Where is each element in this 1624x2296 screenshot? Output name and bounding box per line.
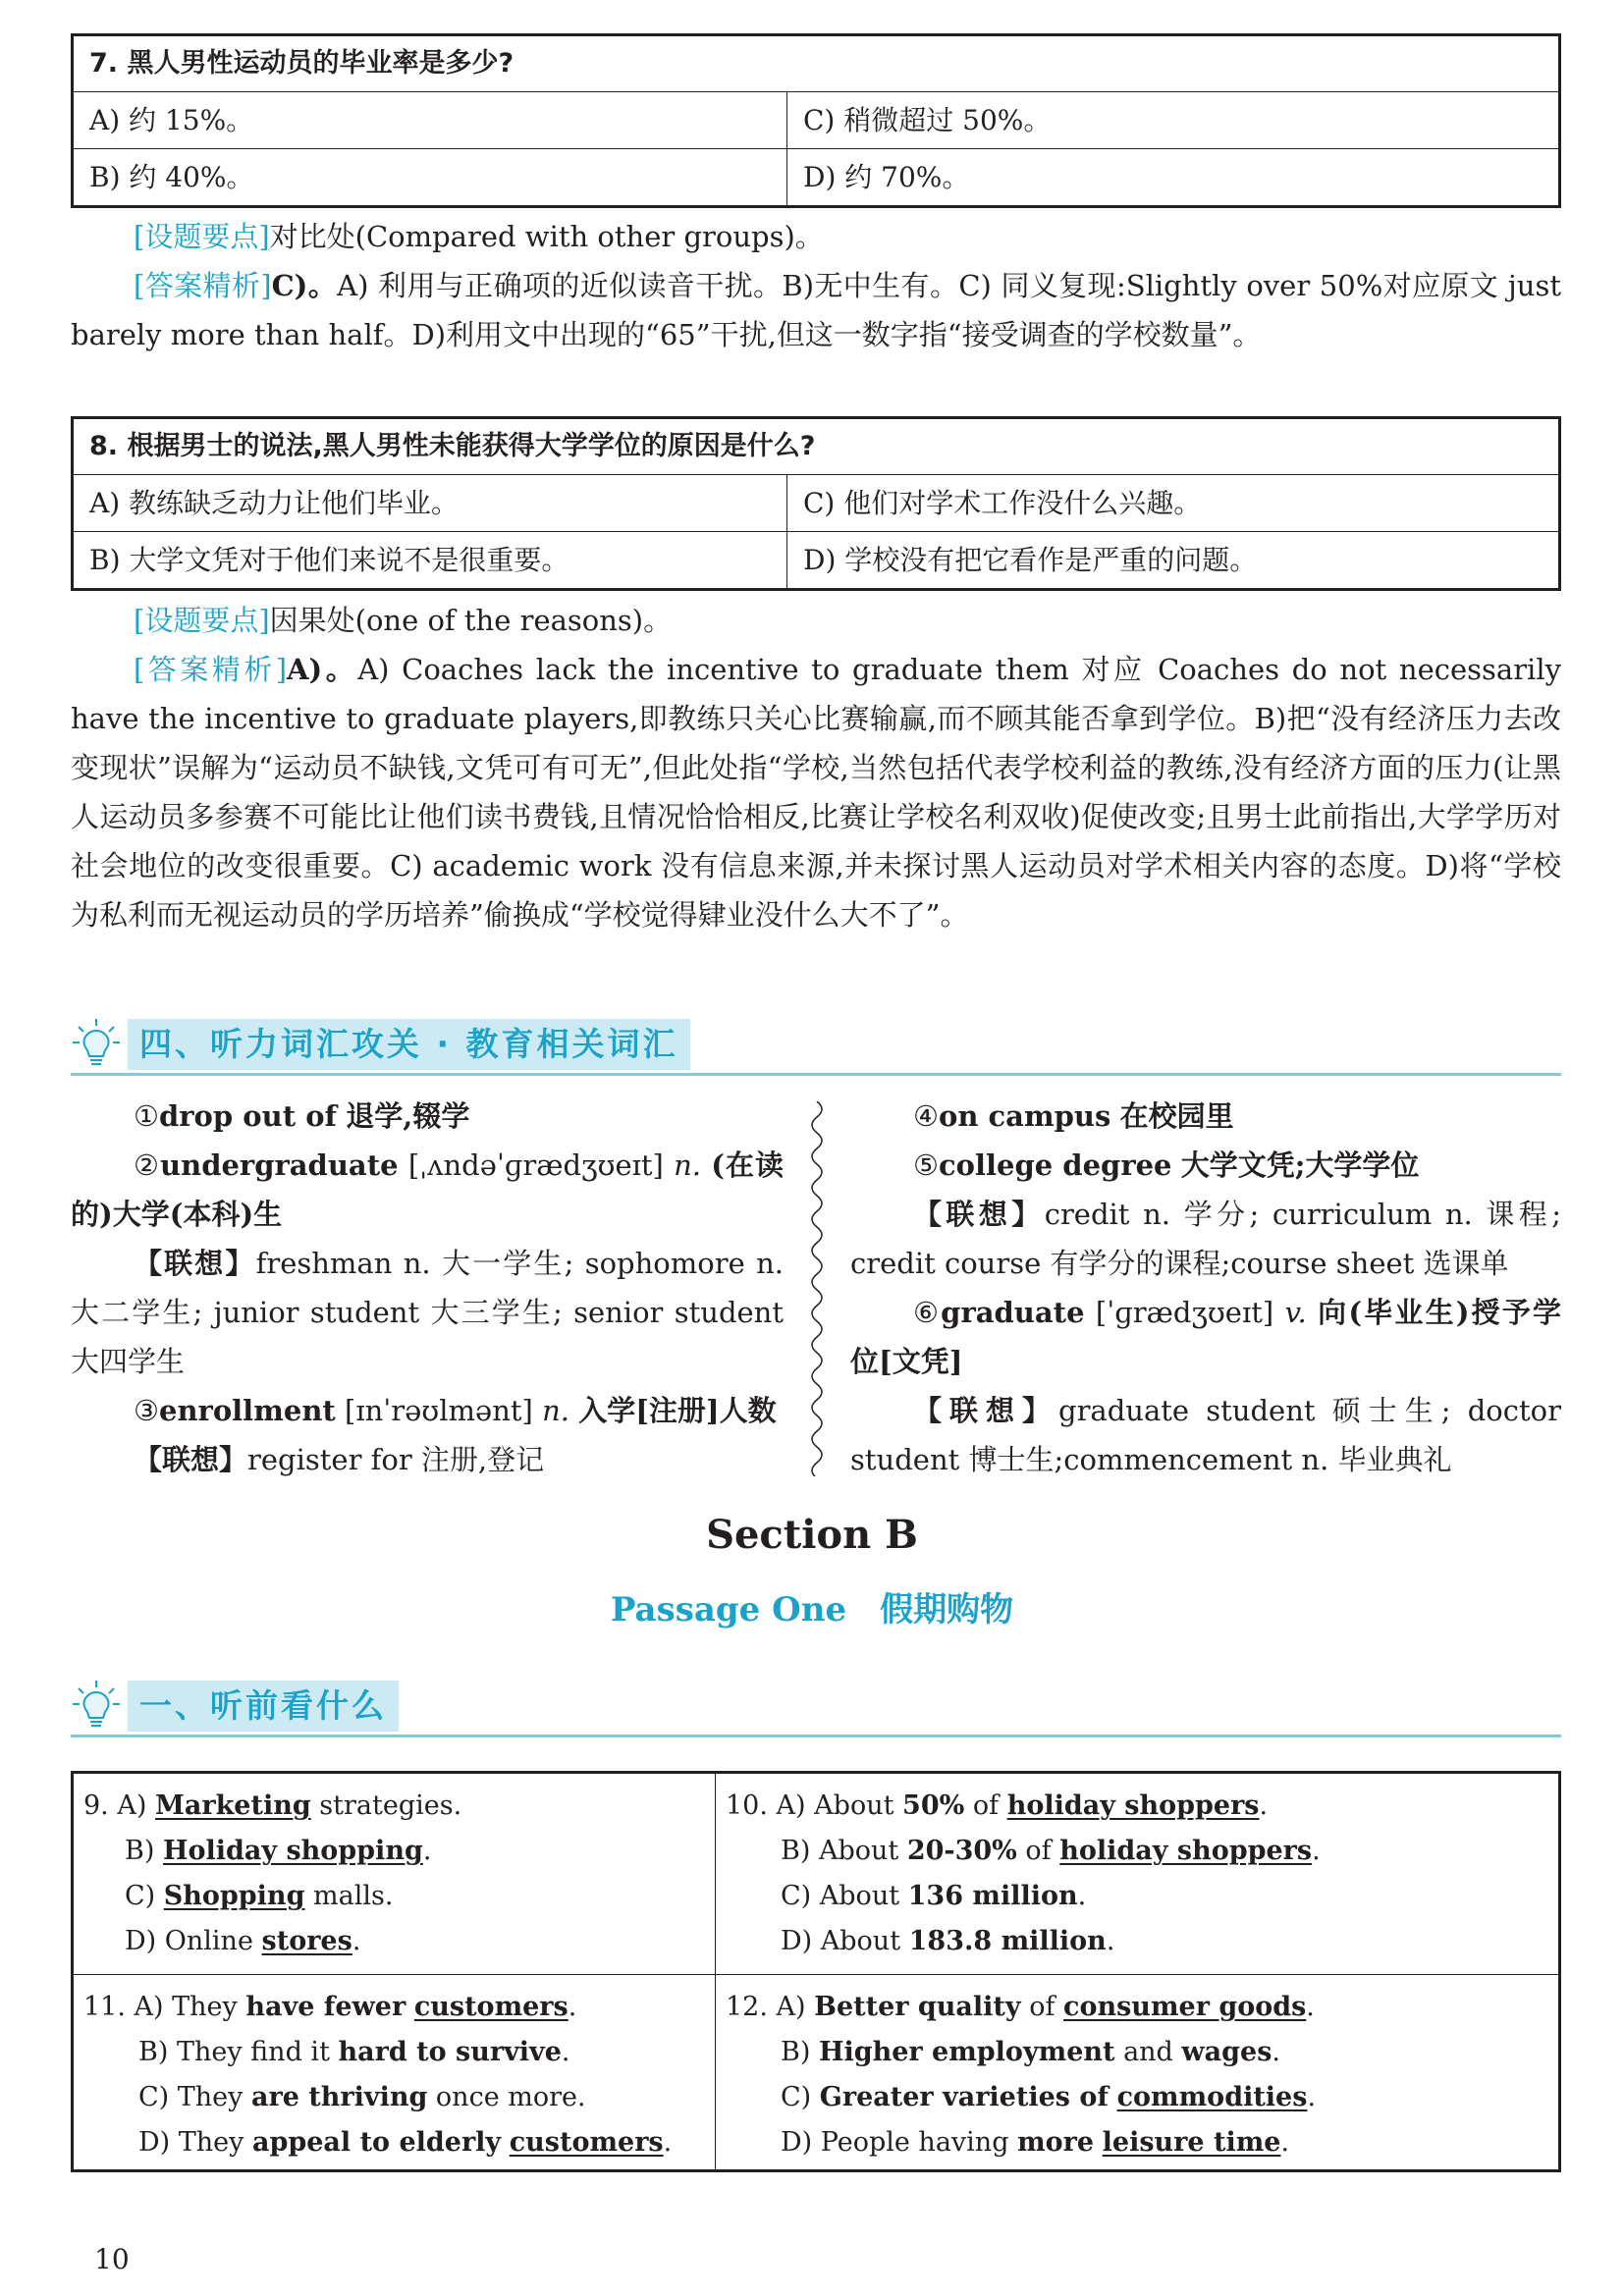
- vocab-definition: 入学[注册]人数: [578, 1394, 777, 1427]
- assoc-tag: 【联想】: [134, 1247, 256, 1280]
- keyword: 50%: [902, 1790, 965, 1821]
- option-8a: A) 教练缺乏动力让他们毕业。: [74, 475, 787, 531]
- keyword: Greater varieties of: [819, 2082, 1109, 2112]
- option-8d: D) 学校没有把它看作是严重的问题。: [803, 544, 1258, 576]
- question-number: 12.: [726, 1992, 768, 2022]
- vocab-item-4: [850, 1092, 1561, 1141]
- keyword: Holiday shopping: [162, 1836, 423, 1866]
- spacer: [501, 2127, 510, 2158]
- keyword: hard to survive: [338, 2037, 562, 2067]
- phonetic: [ˈɡrædʒʊeɪt]: [1095, 1296, 1274, 1329]
- item-number: ①: [134, 1099, 159, 1133]
- option-10a-mid: of: [964, 1790, 1007, 1821]
- passage-title-en: Passage One: [610, 1590, 847, 1629]
- assoc-tag: 【联想】: [134, 1443, 248, 1476]
- item-number: ⑥: [913, 1296, 942, 1329]
- keyword: stores: [261, 1926, 352, 1956]
- option-11b-suffix: .: [561, 2037, 570, 2067]
- passage-title-cn: 假期购物: [880, 1590, 1014, 1629]
- vocab-term: drop out of: [159, 1099, 338, 1133]
- section-b-heading: Section B: [706, 1512, 918, 1558]
- point-text: 因果处(one of the reasons)。: [269, 604, 673, 637]
- point-tag: [设题要点]: [134, 604, 270, 637]
- question-number: 11.: [83, 1992, 126, 2022]
- option-10d-suffix: .: [1106, 1926, 1115, 1956]
- assoc-text: credit n. 学分; curriculum n. 课程; credit course 有学分的课程;course sheet 选课单: [850, 1198, 1561, 1280]
- vocab-item-5: [850, 1141, 1561, 1190]
- vocab-assoc-5: [850, 1190, 1561, 1288]
- option-11d-suffix: .: [663, 2127, 673, 2158]
- question-10: [716, 1774, 1558, 1974]
- option-11b-prefix: B) They find it: [138, 2037, 339, 2067]
- section-header-preview: [71, 1675, 1561, 1737]
- spacer: [1094, 2127, 1103, 2158]
- option-9c-suffix: malls.: [304, 1881, 394, 1911]
- option-7d: D) 约 70%。: [803, 161, 970, 193]
- option-7a: A) 约 15%。: [74, 92, 787, 148]
- option-11c-prefix: C) They: [138, 2082, 251, 2112]
- answer-key: A)。: [287, 653, 358, 686]
- keyword: commodities: [1116, 2082, 1308, 2112]
- option-12a-suffix: .: [1306, 1992, 1315, 2022]
- section-rule: [71, 1735, 1561, 1737]
- option-12b-suffix: .: [1272, 2037, 1281, 2067]
- question-number: 10.: [726, 1790, 768, 1821]
- option-9b-prefix: B): [125, 1836, 163, 1866]
- question-11: [74, 1975, 716, 2169]
- option-12b-mid: and: [1114, 2037, 1182, 2067]
- answer-key: C)。: [271, 269, 338, 302]
- phonetic: [ˌʌndəˈɡrædʒʊeɪt]: [407, 1148, 664, 1182]
- option-9c-prefix: C): [125, 1881, 164, 1911]
- question-7-stem: 7. 黑人男性运动员的毕业率是多少?: [74, 36, 1558, 92]
- section-title: 四、听力词汇攻关 · 教育相关词汇: [128, 1019, 690, 1070]
- option-10a-suffix: .: [1259, 1790, 1269, 1821]
- question-12: [716, 1975, 1558, 2169]
- vocab-term: enrollment: [159, 1394, 336, 1427]
- item-number: ②: [134, 1148, 161, 1182]
- option-9a-suffix: strategies.: [310, 1790, 462, 1821]
- assoc-text: register for 注册,登记: [247, 1443, 545, 1476]
- keyword: more: [1017, 2127, 1095, 2158]
- option-9b-suffix: .: [422, 1836, 432, 1866]
- lightbulb-icon: [71, 1017, 122, 1072]
- wavy-divider: [805, 1101, 829, 1476]
- vocab-assoc-3: [71, 1435, 784, 1484]
- question-number: 9.: [83, 1790, 109, 1821]
- option-11a-suffix: .: [568, 1992, 577, 2022]
- keyword: consumer goods: [1063, 1992, 1307, 2022]
- lightbulb-icon: [71, 1679, 122, 1734]
- question-9: [74, 1774, 716, 1974]
- keyword: Higher employment: [818, 2037, 1115, 2067]
- option-10c-suffix: .: [1077, 1881, 1087, 1911]
- vocab-item-3: [71, 1386, 784, 1435]
- analysis-text: A) 利用与正确项的近似读音干扰。B)无中生有。C) 同义复现:Slightly over 50%对应原文 just barely more than half。D)利用文中出现的“65”干扰,但这一数字指“接受调查的学校数量”。: [71, 269, 1561, 351]
- keyword: leisure time: [1102, 2127, 1281, 2158]
- vocab-term: college degree: [939, 1148, 1172, 1182]
- vocab-assoc-2: [71, 1239, 784, 1386]
- part-of-speech: n.: [542, 1394, 569, 1427]
- keyword: Shopping: [163, 1881, 305, 1911]
- keyword: Marketing: [154, 1790, 311, 1821]
- option-7b: B) 约 40%。: [74, 149, 787, 205]
- point-text: 对比处(Compared with other groups)。: [269, 220, 824, 253]
- option-10d-prefix: D) About: [781, 1926, 909, 1956]
- options-table: [71, 1771, 1561, 2172]
- section-rule: [71, 1073, 1561, 1076]
- page-number: 10: [94, 2243, 130, 2275]
- option-12c-suffix: .: [1307, 2082, 1317, 2112]
- option-9d-prefix: D) Online: [125, 1926, 262, 1956]
- analysis-tag: [答案精析]: [134, 653, 288, 686]
- assoc-tag: 【联想】: [913, 1198, 1045, 1231]
- vocab-definition: 在校园里: [1119, 1099, 1234, 1133]
- option-12c-prefix: C): [781, 2082, 820, 2112]
- vocab-right-column: [850, 1092, 1561, 1484]
- keyword: Better quality: [814, 1992, 1021, 2022]
- spacer: [1109, 2082, 1117, 2112]
- question-7-table: [71, 33, 1561, 208]
- part-of-speech: v.: [1284, 1296, 1307, 1329]
- keyword: wages: [1181, 2037, 1272, 2067]
- question-8-table: [71, 416, 1561, 591]
- keyword: appeal to elderly: [251, 2127, 502, 2158]
- keyword: are thriving: [251, 2082, 428, 2112]
- spacer: [406, 1992, 414, 2022]
- vocab-term: graduate: [941, 1296, 1085, 1329]
- option-11c-suffix: once more.: [427, 2082, 586, 2112]
- option-11a-prefix: A) They: [134, 1992, 246, 2022]
- vocab-item-6: [850, 1288, 1561, 1386]
- option-8b: B) 大学文凭对于他们来说不是很重要。: [74, 532, 787, 588]
- option-9a-prefix: A): [117, 1790, 155, 1821]
- option-9d-suffix: .: [352, 1926, 361, 1956]
- option-10c-prefix: C) About: [781, 1881, 908, 1911]
- q7-analysis: [71, 261, 1561, 359]
- point-tag: [设题要点]: [134, 220, 270, 253]
- option-11d-prefix: D) They: [138, 2127, 252, 2158]
- option-7c: C) 稍微超过 50%。: [803, 104, 1052, 136]
- keyword: have fewer: [245, 1992, 406, 2022]
- option-10b-prefix: B) About: [781, 1836, 907, 1866]
- vocab-definition: (在读的)大学(本科)生: [71, 1148, 785, 1231]
- vocab-item-1: [71, 1092, 784, 1141]
- assoc-text: freshman n. 大一学生; sophomore n. 大二学生; junior student 大三学生; senior student 大四学生: [71, 1247, 784, 1378]
- keyword: holiday shoppers: [1006, 1790, 1260, 1821]
- keyword: 136 million: [907, 1881, 1078, 1911]
- q8-point: [71, 596, 1561, 645]
- vocab-definition: 向(毕业生)授予学位[文凭]: [850, 1296, 1561, 1378]
- analysis-text: A) Coaches lack the incentive to graduate them 对应 Coaches do not necessarily have the incentive to graduate players,即教练只关心比赛输赢,而不顾其能否拿到学位。B)把“没有经济压力去改变现状”误解为“运动员不缺钱,文凭可有可无”,但此处指“学校,当然包括代表学校利益的教练,没有经济方面的压力(让黑人运动员多参赛不可能比让他们读书费钱,且情况恰恰相反,比赛让学校名利双收)促使改变;且男士此前指出,大学学历对社会地位的改变很重要。C) academic work 没有信息来源,并未探讨黑人运动员对学术相关内容的态度。D)将“学校为私利而无视运动员的学历培养”偷换成“学校觉得肄业没什么大不了”。: [71, 653, 1561, 932]
- keyword: holiday shoppers: [1059, 1836, 1313, 1866]
- vocab-definition: 大学文凭;大学学位: [1180, 1148, 1420, 1182]
- option-12a-prefix: A): [776, 1992, 815, 2022]
- keyword: 20-30%: [906, 1836, 1017, 1866]
- vocab-term: on campus: [939, 1099, 1111, 1133]
- option-12d-suffix: .: [1280, 2127, 1290, 2158]
- passage-title: [0, 1582, 1624, 1637]
- option-8c: C) 他们对学术工作没什么兴趣。: [803, 487, 1202, 519]
- option-10a-prefix: A) About: [776, 1790, 903, 1821]
- option-10b-suffix: .: [1312, 1836, 1321, 1866]
- phonetic: [ɪnˈrəʊlmənt]: [345, 1394, 533, 1427]
- keyword: 183.8 million: [908, 1926, 1107, 1956]
- section-header-vocab: [71, 1013, 1561, 1076]
- item-number: ④: [913, 1099, 939, 1133]
- part-of-speech: n.: [674, 1148, 702, 1182]
- analysis-tag: [答案精析]: [134, 269, 272, 302]
- vocab-definition: 退学,辍学: [346, 1099, 470, 1133]
- vocab-assoc-6: [850, 1386, 1561, 1484]
- assoc-text: graduate student 硕士生; doctor student 博士生;commencement n. 毕业典礼: [850, 1394, 1561, 1476]
- option-12b-prefix: B): [781, 2037, 819, 2067]
- keyword: customers: [413, 1992, 568, 2022]
- item-number: ⑤: [913, 1148, 939, 1182]
- q7-point: [71, 212, 1561, 261]
- vocab-item-2: [71, 1141, 784, 1239]
- option-10b-mid: of: [1016, 1836, 1060, 1866]
- keyword: customers: [509, 2127, 664, 2158]
- option-12d-prefix: D) People having: [781, 2127, 1018, 2158]
- section-title: 一、听前看什么: [128, 1681, 399, 1732]
- vocab-left-column: [71, 1092, 784, 1484]
- q8-analysis: [71, 645, 1561, 939]
- vocab-term: undergraduate: [160, 1148, 399, 1182]
- item-number: ③: [134, 1394, 159, 1427]
- option-12a-mid: of: [1020, 1992, 1064, 2022]
- question-8-stem: 8. 根据男士的说法,黑人男性未能获得大学学位的原因是什么?: [74, 419, 1558, 475]
- assoc-tag: 【联想】: [913, 1394, 1058, 1427]
